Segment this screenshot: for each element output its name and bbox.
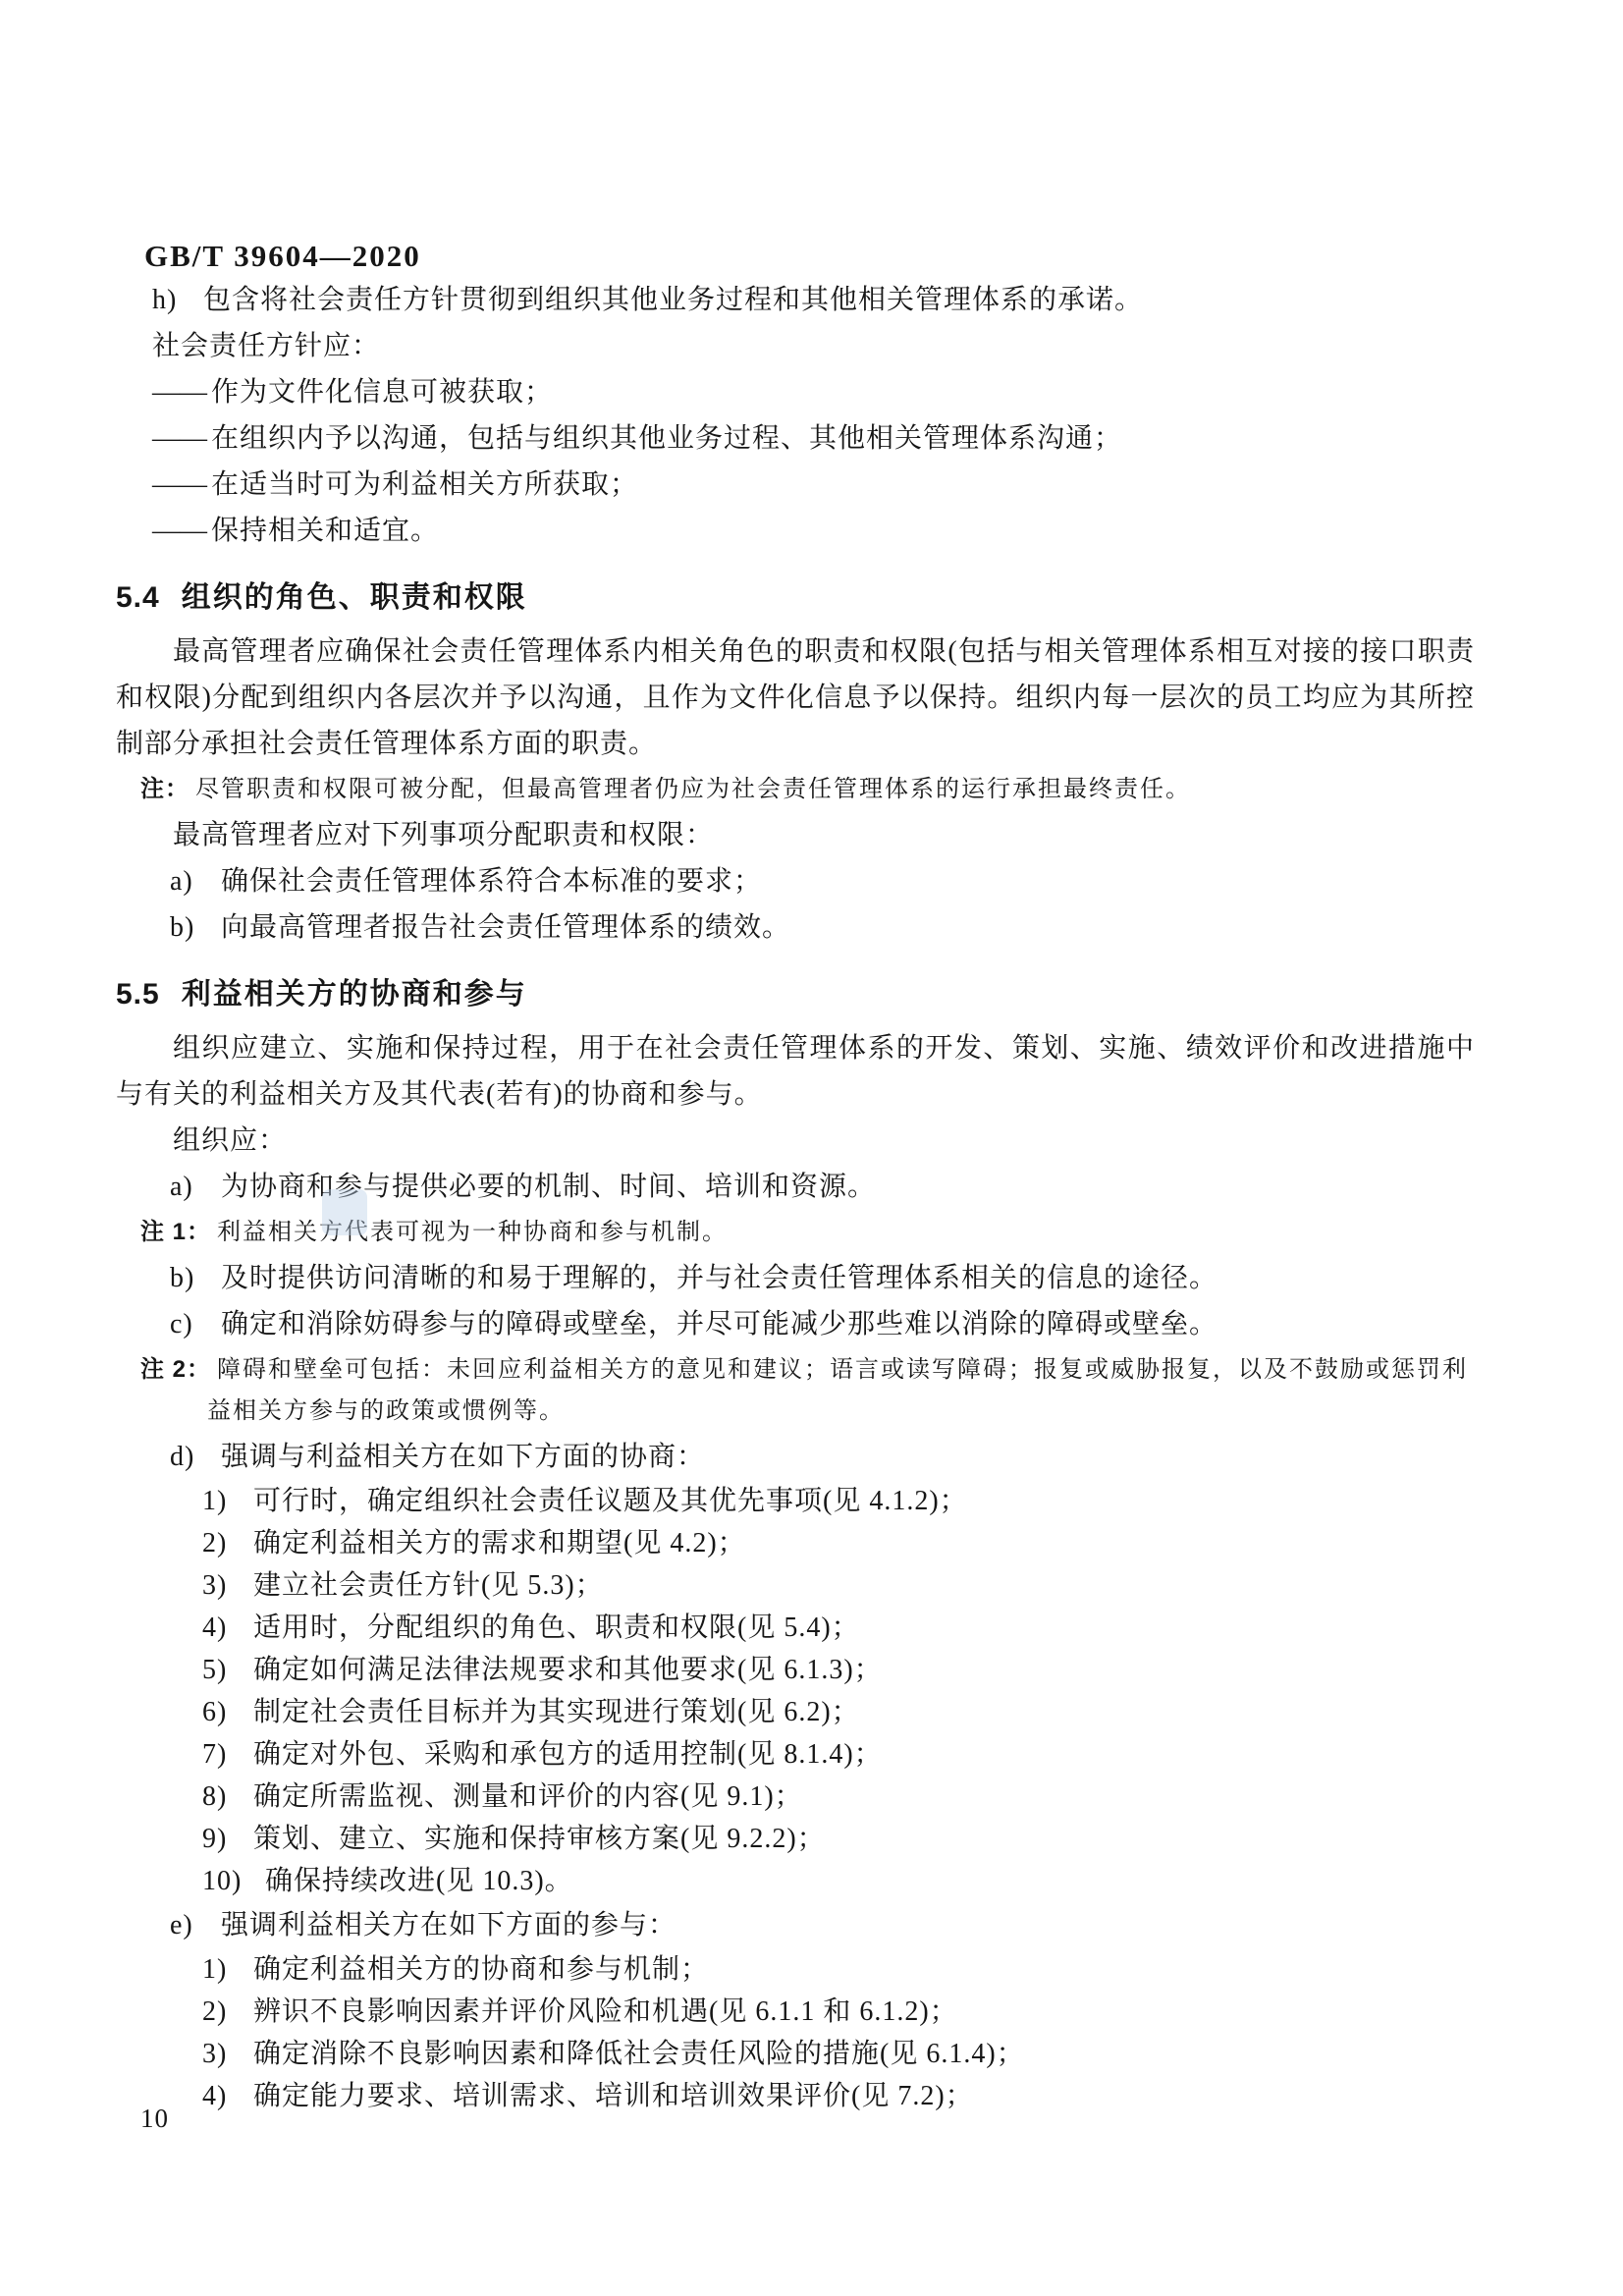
sub-list-item: [202, 1480, 1475, 1522]
note-text: 利益相关方代表可视为一种协商和参与机制。: [217, 1220, 729, 1245]
list-marker: 4): [202, 2081, 228, 2111]
list-item: [170, 1902, 1475, 1948]
section-5-5-paragraph: 组织应建立、实施和保持过程，用于在社会责任管理体系的开发、策划、实施、绩效评价和改进措施中与有关的利益相关方及其代表(若有)的协商和参与。: [116, 1033, 1475, 1110]
section-5-4-paragraph: 最高管理者应确保社会责任管理体系内相关角色的职责和权限(包括与相关管理体系相互对接的接口职责和权限)分配到组织内各层次并予以沟通，且作为文件化信息予以保持。组织内每一层次的员工均应为其所控制部分承担社会责任管理体系方面的职责。: [116, 636, 1475, 759]
dash-item: [152, 462, 1475, 508]
list-item-text: 确定对外包、采购和承包方的适用控制(见 8.1.4)；: [253, 1739, 883, 1770]
list-item-text: 确定如何满足法律法规要求和其他要求(见 6.1.3)；: [253, 1655, 883, 1685]
dash-item-text: 在适当时可为利益相关方所获取；: [211, 469, 639, 500]
sub-list-item: [202, 1991, 1475, 2033]
dash-marker: ——: [152, 516, 207, 546]
list-marker: 6): [202, 1697, 228, 1727]
sub-list-item: [202, 2033, 1475, 2075]
sub-list-item: [202, 2075, 1475, 2117]
doc-code-header: GB/T 39604—2020: [144, 239, 421, 273]
note-text: 障碍和壁垒可包括：未回应利益相关方的意见和建议；语言或读写障碍；报复或威胁报复，以及不鼓励或惩罚利益相关方参与的政策或惯例等。: [207, 1357, 1469, 1424]
list-item: [170, 1301, 1475, 1347]
list-item-text: 确保社会责任管理体系符合本标准的要求；: [221, 866, 763, 897]
list-marker: c): [170, 1309, 193, 1339]
list-item-text: 为协商和参与提供必要的机制、时间、培训和资源。: [221, 1172, 877, 1202]
section-5-4-note: [140, 769, 1475, 810]
note-label: 注：: [140, 776, 189, 802]
list-item-text: 确定和消除妨碍参与的障碍或壁垒，并尽可能减少那些难以消除的障碍或壁垒。: [221, 1309, 1218, 1339]
list-marker: 10): [202, 1866, 243, 1896]
dash-item: [152, 369, 1475, 415]
list-marker: 5): [202, 1655, 228, 1685]
list-marker: 7): [202, 1739, 228, 1770]
dash-item-text: 在组织内予以沟通，包括与组织其他业务过程、其他相关管理体系沟通；: [211, 423, 1123, 454]
list-item-text: 策划、建立、实施和保持审核方案(见 9.2.2)；: [253, 1824, 826, 1854]
list-marker: 4): [202, 1613, 228, 1643]
dash-item: [152, 508, 1475, 554]
list-item-text: 辨识不良影响因素并评价风险和机遇(见 6.1.1 和 6.1.2)；: [253, 1996, 958, 2027]
note-label: 注 1：: [140, 1219, 212, 1245]
list-marker: b): [170, 1263, 195, 1293]
list-item-text: 向最高管理者报告社会责任管理体系的绩效。: [221, 912, 791, 943]
list-item-text: 确保持续改进(见 10.3)。: [265, 1866, 573, 1896]
sub-list-item: [202, 1860, 1475, 1902]
list-item-h: [152, 277, 1475, 323]
section-5-4-lead: 最高管理者应对下列事项分配职责和权限：: [173, 820, 715, 850]
page-number: 10: [140, 2104, 169, 2133]
list-item: [170, 1255, 1475, 1301]
list-marker: 3): [202, 2039, 228, 2069]
sub-list-item: [202, 1564, 1475, 1607]
section-5-4-heading: [116, 575, 1475, 621]
list-item: [170, 1164, 1475, 1210]
list-marker: d): [170, 1442, 195, 1472]
sub-list-item: [202, 1649, 1475, 1691]
list-marker: 1): [202, 1486, 228, 1516]
list-marker: 2): [202, 1528, 228, 1558]
list-item-text: 确定利益相关方的需求和期望(见 4.2)；: [253, 1528, 746, 1558]
note-2: [140, 1349, 1475, 1432]
sub-list-item: [202, 1776, 1475, 1818]
sub-list-item: [202, 1733, 1475, 1776]
list-marker: a): [170, 1172, 193, 1202]
list-item-text: 强调利益相关方在如下方面的参与：: [221, 1910, 677, 1941]
note-text: 尽管职责和权限可被分配，但最高管理者仍应为社会责任管理体系的运行承担最终责任。: [195, 777, 1191, 802]
list-item: [170, 858, 1475, 904]
list-item-text: 确定消除不良影响因素和降低社会责任风险的措施(见 6.1.4)；: [253, 2039, 1025, 2069]
list-marker: 8): [202, 1781, 228, 1812]
sub-list-item: [202, 1607, 1475, 1649]
list-item-text: 确定利益相关方的协商和参与机制；: [253, 1954, 710, 1985]
list-item-text: 适用时，分配组织的角色、职责和权限(见 5.4)；: [253, 1613, 860, 1643]
list-item-text: 及时提供访问清晰的和易于理解的，并与社会责任管理体系相关的信息的途径。: [221, 1263, 1218, 1293]
list-marker: b): [170, 912, 195, 943]
dash-item-text: 保持相关和适宜。: [211, 516, 440, 546]
sub-list-item: [202, 1691, 1475, 1733]
dash-marker: ——: [152, 469, 207, 500]
list-item-text: 建立社会责任方针(见 5.3)；: [253, 1570, 604, 1601]
list-marker: 1): [202, 1954, 228, 1985]
sub-list-item: [202, 1522, 1475, 1564]
section-5-5-lead: 组织应：: [173, 1125, 288, 1156]
list-item-text: 强调与利益相关方在如下方面的协商：: [221, 1442, 706, 1472]
list-item-text: 确定能力要求、培训需求、培训和培训效果评价(见 7.2)；: [253, 2081, 974, 2111]
sub-list-item: [202, 1818, 1475, 1860]
list-marker: a): [170, 866, 193, 897]
list-item: [170, 1434, 1475, 1480]
dash-marker: ——: [152, 377, 207, 408]
dash-item-text: 作为文件化信息可被获取；: [211, 377, 554, 408]
section-number: 5.5: [116, 978, 160, 1011]
section-number: 5.4: [116, 581, 160, 614]
list-marker: e): [170, 1910, 193, 1941]
list-item-text: 可行时，确定组织社会责任议题及其优先事项(见 4.1.2)；: [253, 1486, 968, 1516]
section-title: 利益相关方的协商和参与: [181, 978, 527, 1011]
section-5-5-heading: [116, 972, 1475, 1017]
list-item: [170, 904, 1475, 951]
list-marker: 9): [202, 1824, 228, 1854]
dash-marker: ——: [152, 423, 207, 454]
list-item-text: 制定社会责任目标并为其实现进行策划(见 6.2)；: [253, 1697, 860, 1727]
list-item-text: 包含将社会责任方针贯彻到组织其他业务过程和其他相关管理体系的承诺。: [203, 285, 1144, 315]
section-title: 组织的角色、职责和权限: [181, 581, 527, 614]
dash-item: [152, 415, 1475, 462]
list-marker: h): [152, 285, 178, 315]
note-label: 注 2：: [140, 1356, 212, 1383]
sub-list-item: [202, 1948, 1475, 1991]
list-marker: 2): [202, 1996, 228, 2027]
page-content: [116, 277, 1475, 2117]
list-marker: 3): [202, 1570, 228, 1601]
list-item-text: 确定所需监视、测量和评价的内容(见 9.1)；: [253, 1781, 803, 1812]
note-1: [140, 1212, 1475, 1253]
policy-lead: 社会责任方针应：: [152, 331, 381, 361]
